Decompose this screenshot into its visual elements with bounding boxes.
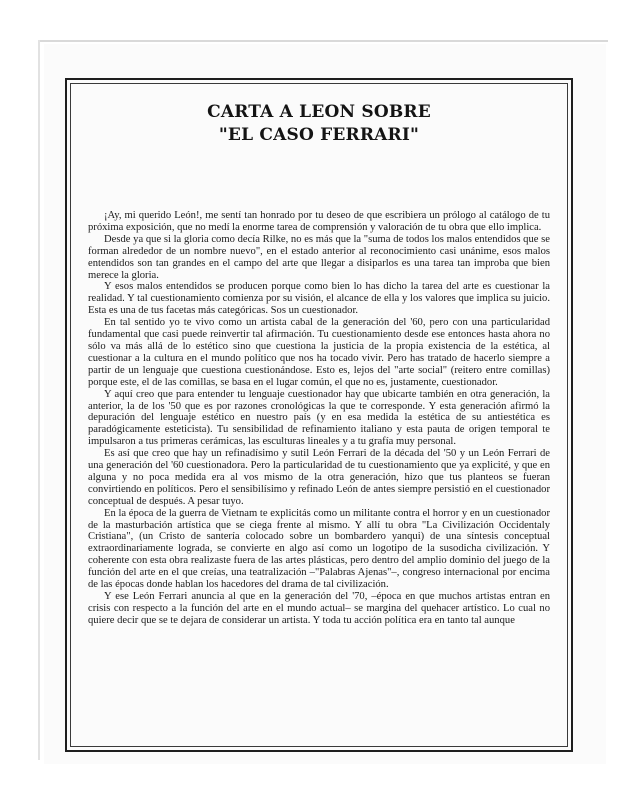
- page-title: [70, 101, 568, 147]
- scan-edge-top: [38, 40, 608, 42]
- paragraph-6: Es así que creo que hay un refinadísimo y sutil León Ferrari de la década del '50 y un León Ferrari de una generación del '60 cuestionadora. Pero la particularidad de tu cuestionamiento que ya explicité, y que en alguna y no poca medida era al vos mismo de la otra generación, hizo que tus planteos se fueran convirtiendo en políticos. Pero el sensibilísimo y refinado León de antes siempre persistió en el cuestionador conceptual de después. A pesar tuyo.: [88, 448, 550, 507]
- paragraph-8: Y ese León Ferrari anuncia al que en la generación del '70, –época en que muchos artistas entran en crisis con respecto a la función del arte en el mundo actual– se margina del quehacer artístico. Lo cual no quiere decir que se te dejara de considerar un artista. Y toda tu acción política era en tanto tal aunque: [88, 591, 550, 626]
- title-line-2: "EL CASO FERRARI": [218, 125, 420, 145]
- paragraph-1: ¡Ay, mi querido León!, me sentí tan honrado por tu deseo de que escribiera un prólogo al catálogo de tu próxima exposición, que no medí la enorme tarea de comprensión y valoración de tu obra que ello implica.: [88, 210, 550, 233]
- letter-body: [88, 210, 550, 738]
- paragraph-4: En tal sentido yo te vivo como un artista cabal de la generación del '60, pero con una particularidad fundamental que casi puede reinvertir tal afirmación. Tu cuestionamiento desde ese entonces hasta ahora no sólo va más allá de lo estético sino que cuestiona la justicia de la propia existencia de la estética, al cuestionar a la cultura en el mundo político que nos ha tocado vivir. Pero has tratado de hacerlo siempre a partir de un lenguaje que cuestiona cuestionándose. Esto es, lejos del "arte social" (reitero entre comillas) porque este, el de las comillas, se basa en el lugar común, el que no es, justamente, cuestionador.: [88, 317, 550, 388]
- paragraph-3: Y esos malos entendidos se producen porque como bien lo has dicho la tarea del arte es cuestionar la realidad. Y tal cuestionamiento comienza por su visión, el alcance de ella y los valores que implica su juicio. Esta es una de tus facetas más categóricas. Sos un cuestionador.: [88, 281, 550, 317]
- paragraph-5: Y aquí creo que para entender tu lenguaje cuestionador hay que ubicarte también en otra generación, la anterior, la de los '50 que es por razones cronológicas la que te corresponde. Y esta generación afirmó la depuración del lenguaje estético en nuestro país (y en esa medida la estética de su antiestética es paradógicamente esteticista). Tu sensibilidad de refinamiento italiano y esta pauta de origen temporal te impulsaron a tus primeras cerámicas, las esculturas lineales y a tu grafía muy personal.: [88, 388, 550, 448]
- title-line-1: CARTA A LEON SOBRE: [207, 102, 431, 122]
- scan-edge-left: [38, 40, 40, 760]
- paragraph-7: En la época de la guerra de Vietnam te explicitás como un militante contra el horror y en un cuestionador de la masturbación artística que se ciega frente al mismo. Y allí tu obra "La Civilización Occidentaly Cristiana", (un Cristo de santería colocado sobre un bombardero yanqui) de una síntesis conceptual extraordinariamente lograda, se convierte en algo así como un logotipo de la susodicha civilización. Y coherente con esta obra realizaste fuera de las artes plásticas, pero dentro del amplio dominio del juego de la función del arte en el que creías, una teatralización –"Palabras Ajenas"–, congreso internacional por encima de las épocas donde hablan los hacedores del drama de tal civilización.: [88, 507, 550, 591]
- paragraph-2: Desde ya que si la gloria como decía Rilke, no es más que la "suma de todos los malos entendidos que se forman alrededor de un nombre nuevo", en el estado anterior al reconocimiento casi unánime, esos malos entendidos son tan grandes en el campo del arte que llegar a disiparlos es una tarea tan improba que bien merece la gloria.: [88, 233, 550, 281]
